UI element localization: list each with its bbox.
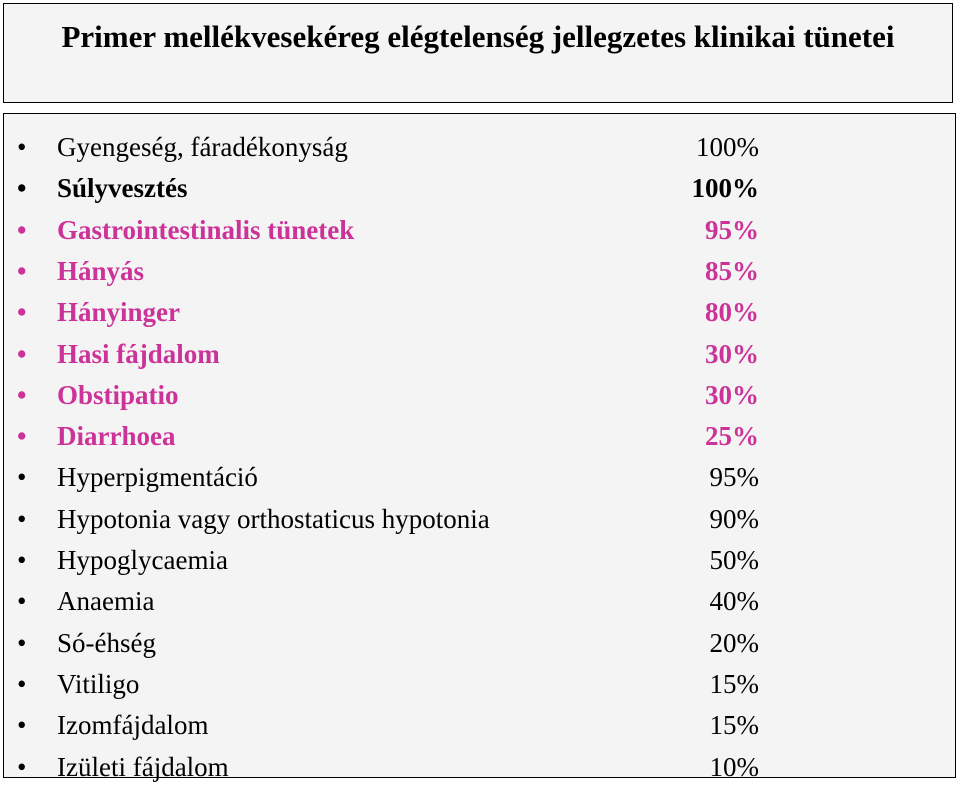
symptom-label: Hypotonia vagy orthostaticus hypotonia	[57, 503, 490, 534]
symptom-label: Izületi fájdalom	[57, 751, 229, 782]
bullet-icon: •	[17, 462, 27, 493]
symptom-percentage: 85%	[705, 255, 759, 286]
symptom-percentage: 10%	[709, 751, 759, 782]
symptom-label: Obstipatio	[57, 379, 179, 410]
symptom-percentage: 95%	[709, 462, 759, 493]
symptom-label: Izomfájdalom	[57, 710, 209, 741]
symptom-row	[4, 581, 955, 621]
symptom-row	[4, 168, 955, 208]
bullet-icon: •	[17, 751, 27, 782]
bullet-icon: •	[17, 586, 27, 617]
symptom-row	[4, 375, 955, 415]
bullet-icon: •	[17, 627, 27, 658]
bullet-icon: •	[17, 421, 27, 452]
bullet-icon: •	[17, 668, 27, 699]
bullet-icon: •	[17, 132, 27, 162]
symptom-row	[4, 334, 955, 374]
bullet-icon: •	[17, 214, 27, 245]
page-title: Primer mellékvesekéreg elégtelenség jellegzetes klinikai tünetei	[61, 19, 895, 54]
symptom-percentage: 20%	[709, 627, 759, 658]
symptom-row	[4, 416, 955, 456]
symptom-percentage: 80%	[705, 297, 759, 328]
symptom-label: Súlyvesztés	[57, 173, 188, 204]
symptom-percentage: 15%	[709, 710, 759, 741]
symptom-row	[4, 664, 955, 704]
symptom-row	[4, 251, 955, 291]
bullet-icon: •	[17, 297, 27, 328]
symptom-label: Vitiligo	[57, 668, 140, 699]
bullet-icon: •	[17, 710, 27, 741]
symptom-label: Hányinger	[57, 297, 181, 328]
symptom-row	[4, 499, 955, 539]
symptom-row	[4, 457, 955, 497]
symptom-row	[4, 705, 955, 745]
symptom-label: Hasi fájdalom	[57, 338, 220, 369]
bullet-icon: •	[17, 379, 27, 410]
symptom-list-panel	[3, 113, 956, 782]
bullet-icon: •	[17, 255, 27, 286]
symptom-percentage: 95%	[705, 214, 759, 245]
symptom-label: Diarrhoea	[57, 421, 176, 452]
symptom-label: Anaemia	[57, 586, 155, 617]
symptom-percentage: 30%	[705, 338, 759, 369]
symptom-label: Só-éhség	[57, 627, 156, 658]
symptom-label: Hányás	[57, 255, 145, 286]
symptom-row	[4, 210, 955, 250]
symptom-row	[4, 292, 955, 332]
symptom-label: Hyperpigmentáció	[57, 462, 258, 493]
bullet-icon: •	[17, 503, 27, 534]
symptom-label: Gastrointestinalis tünetek	[57, 214, 355, 245]
symptom-percentage: 100%	[696, 132, 759, 162]
bullet-icon: •	[17, 338, 27, 369]
symptom-row	[4, 127, 955, 167]
symptom-percentage: 90%	[709, 503, 759, 534]
symptom-percentage: 30%	[705, 379, 759, 410]
symptom-row	[4, 540, 955, 580]
bullet-icon: •	[17, 545, 27, 575]
bullet-icon: •	[17, 173, 27, 204]
symptom-row	[4, 623, 955, 663]
symptom-percentage: 40%	[709, 586, 759, 617]
symptom-percentage: 15%	[709, 668, 759, 699]
symptom-label: Gyengeség, fáradékonyság	[57, 132, 348, 162]
symptom-percentage: 25%	[705, 421, 759, 452]
title-panel	[3, 3, 953, 103]
symptom-label: Hypoglycaemia	[57, 545, 228, 575]
symptom-percentage: 100%	[691, 173, 759, 204]
symptom-percentage: 50%	[709, 545, 759, 575]
